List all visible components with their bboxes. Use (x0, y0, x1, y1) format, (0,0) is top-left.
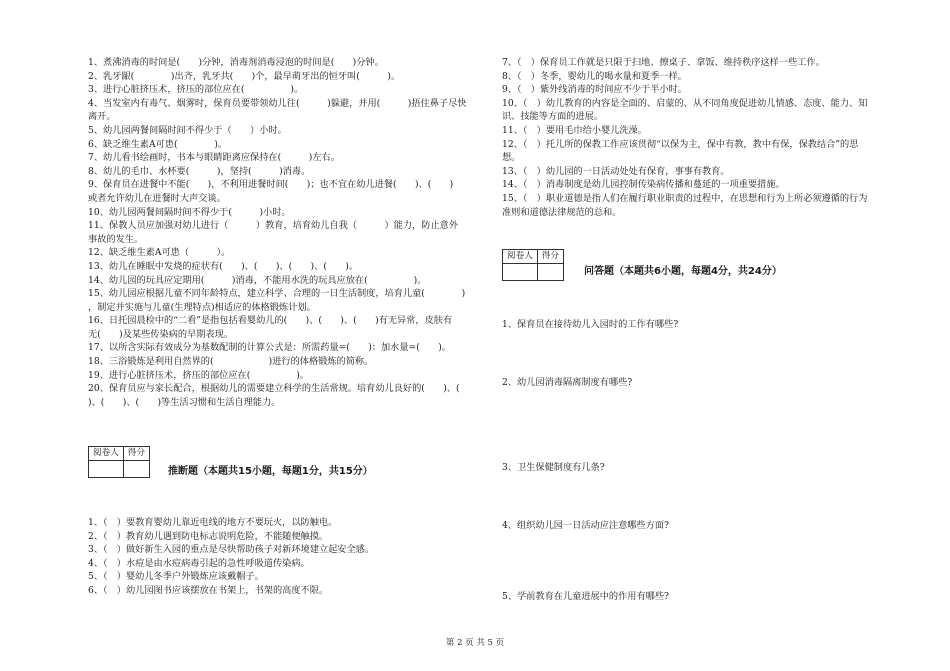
judge-items-left (88, 516, 488, 598)
judge-item-line: 9、（ ）紫外线消毒的时间应不少于半小时。 (502, 84, 687, 96)
judge-item-line: 识、技能等方面的进展。 (502, 111, 604, 123)
score-cell (537, 264, 563, 281)
reviewer-label: 阅卷人 (503, 250, 538, 264)
judge-item-line: 4、（ ）水痘是由水痘病毒引起的急性呼吸道传染病。 (88, 557, 310, 569)
qa-question-4: 4、组织幼儿园一日活动应注意哪些方面? (502, 520, 669, 531)
reviewer-label: 阅卷人 (89, 447, 124, 461)
judge-item-line: 15、（ ）职业道德是指人们在履行职业职责的过程中，在思想和行为上所必须遵循的行为 (502, 192, 868, 204)
fill-blank-line: 离开。 (88, 111, 116, 123)
judge-item-line: 7、（ ）保育员工作就是只限于扫地、擦桌子、拿饭、维持秩序这样一些工作。 (502, 57, 825, 68)
fill-blank-line: 12、缺乏维生素A可患（ ）。 (88, 247, 231, 259)
page-footer: 第 2 页 共 5 页 (445, 638, 505, 648)
fill-blank-line: )、( )、( )等生活习惯和生活自理能力。 (88, 396, 281, 408)
judge-item-line: 想。 (502, 152, 521, 164)
fill-blank-line: 14、幼儿园的玩具应定期用( )消毒，不能用水洗的玩具应放在( )。 (88, 274, 427, 286)
fill-blank-line: 6、缺乏维生素A可患( )。 (88, 138, 228, 150)
fill-blank-line: 或者允许幼儿在进餐时大声交谈。 (88, 192, 226, 204)
fill-blank-line: 15、幼儿园应根据儿童不同年龄特点，建立科学、合理的一日生活制度，培育儿童( ) (88, 288, 466, 300)
fill-blank-line: 20、保育员应与家长配合，根据幼儿的需要建立科学的生活常规。培育幼儿良好的( )、( (88, 383, 478, 395)
qa-section-title: 问答题（本题共6小题，每题4分，共24分） (584, 266, 782, 277)
fill-blank-line: ，制定并实施与儿童(生理特点)相适应的体格锻炼计划。 (88, 301, 316, 313)
judge-item-line: 11、（ ）要用毛巾给小婴儿洗澡。 (502, 124, 647, 136)
judge-score-box (88, 446, 150, 478)
judge-item-line: 2、（ ）教育幼儿遇到防电标志说明危险，不能随便触摸。 (88, 530, 329, 542)
fill-blank-line: 10、幼儿园两餐间隔时间不得少于( )小时。 (88, 206, 291, 218)
reviewer-cell (503, 264, 538, 281)
qa-question-1: 1、保育员在接待幼儿入园时的工作有哪些? (502, 319, 679, 330)
judge-item-line: 6、（ ）幼儿园图书应该摆放在书架上，书架的高度不限。 (88, 584, 329, 596)
fill-blank-line: 19、进行心脏挤压术，挤压的部位应在( )。 (88, 369, 309, 381)
reviewer-cell (89, 461, 124, 478)
judge-item-line: 8、（ ）冬季，婴幼儿的喝水量和夏季一样。 (502, 70, 687, 82)
fill-blank-line: 1、煮沸消毒的时间是( )分钟，消毒剂消毒浸泡的时间是( )分钟。 (88, 57, 384, 68)
fill-blank-line: 18、三浴锻炼是利用自然界的( )进行的体格锻炼的简称。 (88, 356, 374, 368)
judge-items-right (502, 56, 902, 219)
fill-blank-line: 无( )及某些传染病的早期表现。 (88, 328, 233, 340)
judge-item-line: 准则和道德法律规范的总和。 (502, 206, 622, 218)
qa-question-3: 3、卫生保健制度有几条? (502, 462, 605, 473)
fill-blank-line: 13、幼儿在睡眠中发烧的症状有( )、( )、( )、( )。 (88, 260, 359, 272)
fill-blank-line: 17、以所含实际有效成分为基数配制的计算公式是：所需药量=( )：加水量=( )。 (88, 342, 451, 354)
judge-item-line: 14、（ ）消毒制度是幼儿园控制传染病传播和蔓延的一项重要措施。 (502, 179, 785, 191)
fill-blank-line: 11、保教人员应加强对幼儿进行（ ）教育，培育幼儿自我（ ）能力，防止意外 (88, 220, 459, 232)
judge-item-line: 12、（ ）托儿所的保教工作应该贯彻“以保为主，保中有教，教中有保，保教结合”的思 (502, 138, 859, 150)
judge-item-line: 5、（ ）婴幼儿冬季户外锻炼应该戴帽子。 (88, 571, 264, 583)
fill-blank-line: 8、幼儿的毛巾、水杯要( )，坚持( )消毒。 (88, 165, 311, 177)
fill-blank-section (88, 56, 488, 409)
qa-question-5: 5、学前教育在儿童进展中的作用有哪些? (502, 591, 669, 602)
fill-blank-line: 5、幼儿园两餐间隔时间不得少于（ ）小时。 (88, 124, 287, 136)
fill-blank-line: 3、进行心脏挤压术，挤压的部位应在( )。 (88, 84, 304, 96)
fill-blank-line: 7、幼儿看书绘画时，书本与眼睛距离应保持在( )左右。 (88, 152, 340, 164)
fill-blank-line: 9、保育员在进餐中不能( )，不利用进餐时间( )；也不宜在幼儿进餐( )、( ) (88, 179, 454, 191)
qa-question-2: 2、幼儿园消毒隔离制度有哪些? (502, 377, 633, 388)
judge-item-line: 3、（ ）做好新生入园的重点是尽快帮助孩子对新环境建立起安全感。 (88, 544, 375, 556)
judge-item-line: 10、（ ）幼儿教育的内容是全面的、启蒙的、从不同角度促进幼儿情感、态度、能力、知 (502, 97, 868, 109)
judge-item-line: 13、（ ）幼儿园的一日活动处处有保育，事事有教育。 (502, 165, 730, 177)
fill-blank-line: 4、当发室内有毒气、烟雾时，保育员要带领幼儿往( )躲避，并用( )捂住鼻子尽快 (88, 97, 467, 109)
fill-blank-line: 事故的发生。 (88, 233, 144, 245)
qa-score-box (502, 249, 564, 281)
score-label: 得分 (123, 447, 149, 461)
score-cell (123, 461, 149, 478)
judge-section-title: 推断题（本题共15小题，每题1分，共15分） (168, 466, 373, 477)
fill-blank-line: 2、乳牙龈( )出齐，乳牙共( )个，最早萌牙出的恒牙叫( )。 (88, 70, 401, 82)
fill-blank-line: 16、日托园晨检中的“二看”是指包括看婴幼儿的( )、( )、( )有无异常，皮肤有 (88, 315, 453, 327)
judge-item-line: 1、（ ）要教育婴幼儿靠近电线的地方不要玩火，以防触电。 (88, 517, 338, 528)
score-label: 得分 (537, 250, 563, 264)
